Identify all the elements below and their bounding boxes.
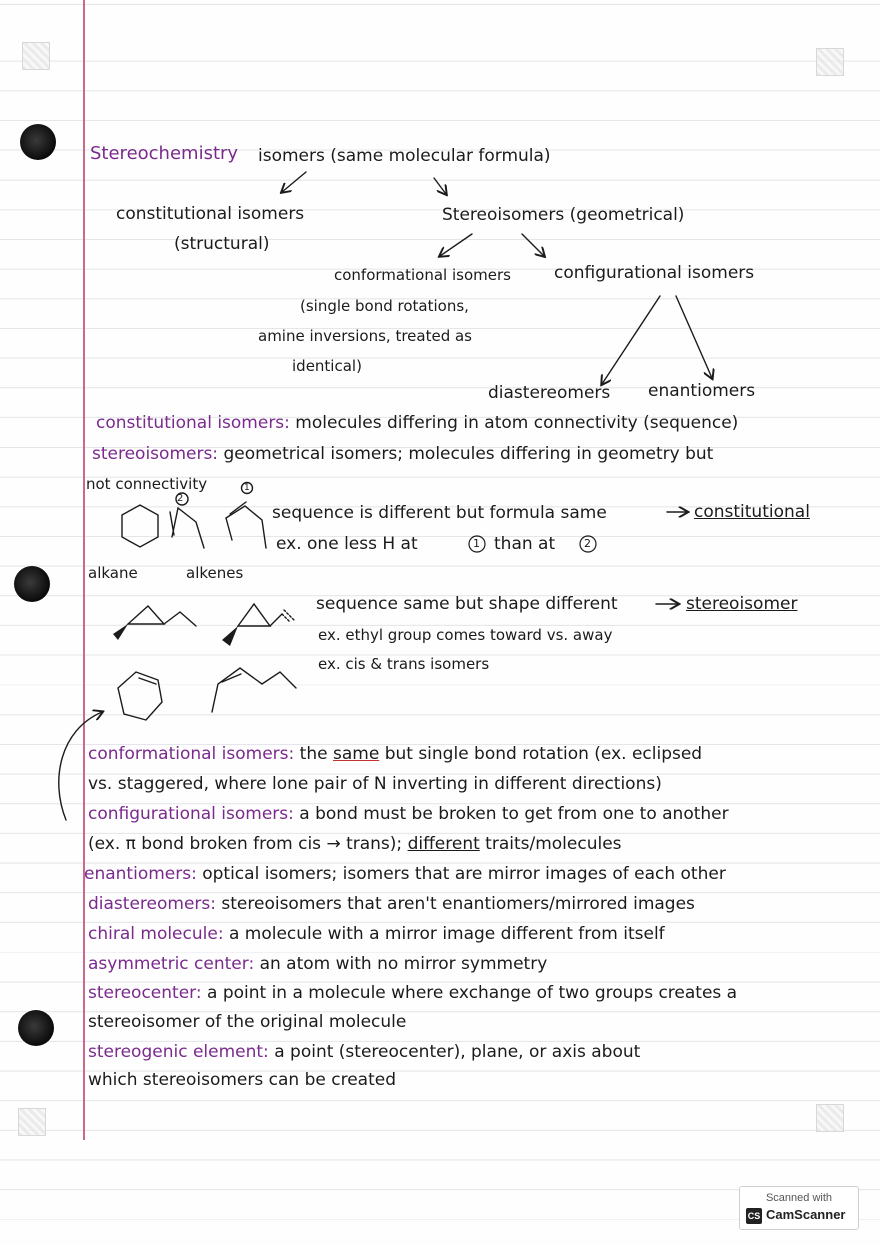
alkane-label: alkane <box>88 564 138 582</box>
cyclopropane-molecule-2 <box>238 604 270 626</box>
definition-stereogenic-cont: which stereoisomers can be created <box>88 1070 396 1090</box>
conformational-note-2: amine inversions, treated as <box>258 327 472 345</box>
definition-stereoisomers <box>92 444 713 464</box>
definition-constitutional <box>96 413 738 433</box>
definition-text: a molecule with a mirror image different from itself <box>228 924 665 944</box>
term-asymmetric: asymmetric center: <box>88 954 255 974</box>
heading-stereochemistry: Stereochemistry <box>90 143 239 164</box>
term-chiral: chiral molecule: <box>88 924 224 944</box>
definition-stereoisomers-cont: not connectivity <box>86 475 208 493</box>
note-stereo-2: ex. ethyl group comes toward vs. away <box>318 626 613 644</box>
arrow-to-stereo <box>434 178 446 194</box>
conformational-note-3: identical) <box>292 357 362 375</box>
badge-caption: Scanned with <box>765 1192 833 1204</box>
circle-2-label: 2 <box>177 493 184 504</box>
note-result-constitutional: constitutional <box>694 502 810 522</box>
arrow-to-conformational <box>440 234 472 256</box>
term-stereocenter: stereocenter: <box>88 983 202 1003</box>
cyclopropane-molecule-1 <box>128 606 164 624</box>
arrow-to-constitutional <box>282 172 306 192</box>
conformational-note-1: (single bond rotations, <box>300 297 469 315</box>
note-stereo-1: sequence same but shape different <box>316 594 618 614</box>
note-mid-text: than at <box>494 534 556 554</box>
camscanner-logo-icon: CS <box>746 1208 762 1224</box>
definition-configurational <box>88 804 729 824</box>
definition-text: stereoisomers that aren't enantiomers/mirrored images <box>221 894 695 914</box>
arrow-to-configurational <box>522 234 544 256</box>
definition-stereocenter-cont: stereoisomer of the original molecule <box>88 1012 407 1032</box>
badge-app-name: CamScanner <box>766 1207 846 1222</box>
underlined-different: different <box>407 834 480 854</box>
underlined-same: same <box>332 744 380 764</box>
definition-text: geometrical isomers; molecules differing in geometry but <box>223 444 714 464</box>
cyclohexene-molecule <box>118 672 162 720</box>
definition-text: the <box>299 744 328 764</box>
definition-enantiomers <box>84 864 726 884</box>
alkene-molecule-1 <box>172 508 204 548</box>
circle-1-label: 1 <box>244 483 250 493</box>
note-text: sequence is different but formula same <box>272 503 607 523</box>
cyclohexane-molecule <box>122 505 158 547</box>
note-constitutional-1 <box>272 503 607 523</box>
definition-chiral <box>88 924 665 944</box>
definition-conformational-cont: vs. staggered, where lone pair of N inverting in different directions) <box>88 774 662 794</box>
arrow-to-diastereomers <box>602 296 660 384</box>
note-result-stereoisomer: stereoisomer <box>686 594 798 614</box>
term-enantiomers: enantiomers: <box>84 864 197 884</box>
term-configurational: configurational isomers: <box>88 804 294 824</box>
alkenes-label: alkenes <box>186 564 244 582</box>
trans-alkene-molecule <box>212 668 296 712</box>
definition-stereocenter <box>88 983 737 1003</box>
definition-text: a point (stereocenter), plane, or axis about <box>274 1042 641 1062</box>
node-diastereomers: diastereomers <box>488 383 611 403</box>
arrow-to-enantiomers <box>676 296 712 378</box>
definition-text: molecules differing in atom connectivity (sequence) <box>295 413 739 433</box>
definition-asymmetric <box>88 954 547 974</box>
node-conformational: conformational isomers <box>334 266 511 284</box>
term-constitutional: constitutional isomers: <box>96 413 290 433</box>
definition-text: traits/molecules <box>485 834 622 854</box>
term-stereogenic: stereogenic element: <box>88 1042 269 1062</box>
definition-conformational <box>88 744 702 764</box>
root-isomers: isomers (same molecular formula) <box>258 146 551 166</box>
definition-text: a point in a molecule where exchange of two groups creates a <box>207 983 738 1003</box>
inline-circle-2: 2 <box>584 537 591 550</box>
definition-text: but single bond rotation (ex. eclipsed <box>384 744 703 764</box>
node-enantiomers: enantiomers <box>648 381 756 401</box>
node-configurational: configurational isomers <box>554 263 755 283</box>
term-stereoisomers: stereoisomers: <box>92 444 219 464</box>
node-constitutional: constitutional isomers <box>116 204 305 224</box>
definition-text: an atom with no mirror symmetry <box>259 954 548 974</box>
note-stereo-3: ex. cis & trans isomers <box>318 655 490 673</box>
definition-text: optical isomers; isomers that are mirror images of each other <box>202 864 726 884</box>
definition-stereogenic <box>88 1042 640 1062</box>
definition-text: a bond must be broken to get from one to another <box>299 804 729 824</box>
term-conformational: conformational isomers: <box>88 744 295 764</box>
node-constitutional-note: (structural) <box>174 234 270 254</box>
inline-circle-1: 1 <box>473 537 480 550</box>
definition-diastereomers <box>88 894 695 914</box>
definition-configurational-cont <box>88 834 622 854</box>
term-diastereomers: diastereomers: <box>88 894 216 914</box>
note-constitutional-2: ex. one less H at <box>276 534 418 554</box>
camscanner-badge <box>739 1186 859 1230</box>
node-stereoisomers: Stereoisomers (geometrical) <box>442 205 685 225</box>
definition-text: (ex. π bond broken from cis → trans); <box>88 834 403 854</box>
